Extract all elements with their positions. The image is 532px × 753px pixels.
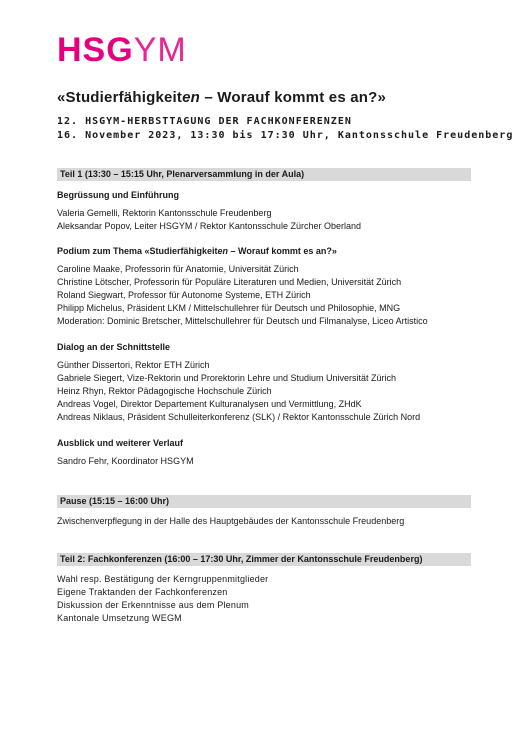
- agenda-item: Wahl resp. Bestätigung der Kerngruppenmitglieder: [57, 574, 269, 584]
- speaker-line: Heinz Rhyn, Rektor Pädagogische Hochschule Zürich: [57, 386, 272, 396]
- section-bar-teil2: Teil 2: Fachkonferenzen (16:00 – 17:30 Uhr, Zimmer der Kantonsschule Freudenberg): [57, 553, 471, 566]
- speaker-line: Gabriele Siegert, Vize-Rektorin und Prorektorin Lehre und Studium Universität Zürich: [57, 373, 396, 383]
- podium-heading-end: – Worauf kommt es an?»: [228, 246, 337, 256]
- speaker-line: Aleksandar Popov, Leiter HSGYM / Rektor Kantonsschule Zürcher Oberland: [57, 221, 361, 231]
- heading-begruessung: Begrüssung und Einführung: [57, 190, 179, 200]
- logo-part-hsg: HSG: [57, 31, 134, 69]
- pause-description: Zwischenverpflegung in der Halle des Hauptgebäudes der Kantonsschule Freudenberg: [57, 516, 405, 526]
- speaker-line: Valeria Gemelli, Rektorin Kantonsschule Freudenberg: [57, 208, 272, 218]
- title-text-start: «Studierfähigkeit: [57, 89, 183, 106]
- hsgym-logo: [57, 33, 187, 67]
- podium-heading-start: Podium zum Thema «Studierfähigkeit: [57, 246, 218, 256]
- event-name: 12. HSGYM-HERBSTTAGUNG DER FACHKONFERENZEN: [57, 116, 352, 127]
- section-bar-teil1: Teil 1 (13:30 – 15:15 Uhr, Plenarversammlung in der Aula): [57, 168, 471, 181]
- title-text-end: – Worauf kommt es an?»: [200, 89, 387, 106]
- heading-podium: [57, 246, 337, 256]
- speaker-line: Andreas Niklaus, Präsident Schulleiterkonferenz (SLK) / Rektor Kantonsschule Zürich Nord: [57, 412, 421, 422]
- podium-heading-italic: en: [217, 246, 229, 256]
- agenda-item: Eigene Traktanden der Fachkonferenzen: [57, 587, 228, 597]
- speaker-line: Günther Dissertori, Rektor ETH Zürich: [57, 360, 210, 370]
- section-bar-pause: Pause (15:15 – 16:00 Uhr): [57, 495, 471, 508]
- logo-part-ym: YM: [133, 31, 187, 69]
- page-title: [57, 89, 386, 106]
- speaker-line: Andreas Vogel, Direktor Departement Kulturanalysen und Vermittlung, ZHdK: [57, 399, 362, 409]
- speaker-line: Sandro Fehr, Koordinator HSGYM: [57, 456, 194, 466]
- speaker-line: Moderation: Dominic Bretscher, Mittelschullehrer für Deutsch und Filmanalyse, Liceo Artistico: [57, 316, 428, 326]
- title-text-italic: en: [182, 89, 200, 106]
- heading-dialog: Dialog an der Schnittstelle: [57, 342, 171, 352]
- speaker-line: Christine Lötscher, Professorin für Populäre Literaturen und Medien, Universität Zürich: [57, 277, 402, 287]
- speaker-line: Caroline Maake, Professorin für Anatomie, Universität Zürich: [57, 264, 299, 274]
- agenda-item: Diskussion der Erkenntnisse aus dem Plenum: [57, 600, 249, 610]
- speaker-line: Roland Siegwart, Professor für Autonome Systeme, ETH Zürich: [57, 290, 311, 300]
- agenda-item: Kantonale Umsetzung WEGM: [57, 613, 182, 623]
- heading-ausblick: Ausblick und weiterer Verlauf: [57, 438, 184, 448]
- speaker-line: Philipp Michelus, Präsident LKM / Mittelschullehrer für Deutsch und Philosophie, MNG: [57, 303, 401, 313]
- event-date-location: 16. November 2023, 13:30 bis 17:30 Uhr, Kantonsschule Freudenberg: [57, 130, 514, 141]
